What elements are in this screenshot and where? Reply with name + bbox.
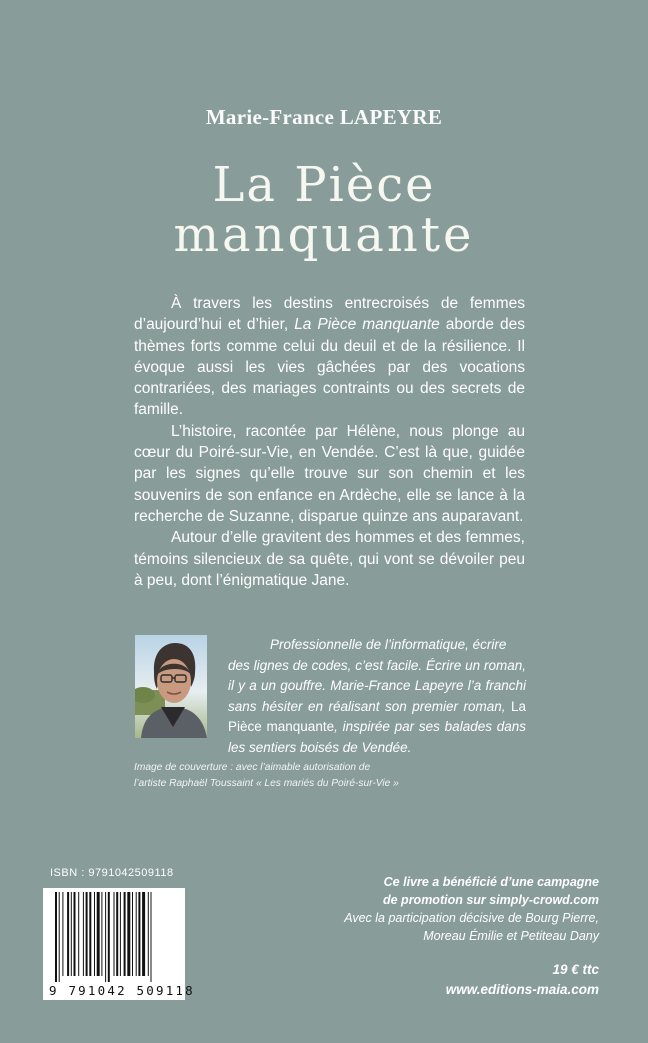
author-bio-segment: des lignes de codes, c’est facile. Écrire un roman, il y a un gouffre. Marie-France Lapeyre l’a franchi sans hésiter en réalisant son premier roman,: [228, 657, 526, 714]
book-title-line-1: La Pièce: [212, 157, 436, 213]
barcode-bars: [43, 888, 185, 983]
barcode-bar: [132, 892, 133, 976]
barcode-bar: [138, 892, 140, 976]
book-title-line-2: manquante: [173, 207, 475, 263]
barcode-bar: [67, 892, 69, 976]
barcode-bar: [55, 892, 57, 982]
barcode-bar: [86, 892, 88, 976]
barcode-bar: [105, 892, 106, 982]
publisher-website: www.editions-maia.com: [445, 982, 599, 997]
price: 19 € ttc: [552, 962, 599, 977]
synopsis-text: aborde des thèmes forts comme celui du deuil et de la résilience. Il évoque aussi les vies gâchées par des vocations contrariées, des mariages contraints ou des secrets de famille.: [134, 316, 526, 419]
credit-line: l’artiste Raphaël Toussaint « Les mariés du Poiré-sur-Vie »: [134, 778, 399, 789]
barcode-bar: [71, 892, 72, 976]
synopsis: [134, 293, 525, 591]
barcode-bar: [116, 892, 118, 976]
barcode-bar: [108, 892, 110, 982]
barcode-bar: [120, 892, 121, 976]
barcode-bar: [83, 892, 84, 976]
barcode-bar: [114, 892, 115, 976]
barcode-bar: [101, 892, 102, 976]
book-title: [0, 157, 648, 263]
participation-line: Avec la participation décisive de Bourg Pierre,: [344, 911, 599, 925]
author-bio-text: [228, 656, 526, 759]
cover-image-credit: [134, 760, 464, 792]
barcode-bar: [59, 892, 60, 982]
barcode-bar: [94, 892, 95, 976]
barcode-bar: [78, 892, 79, 976]
author-name: Marie-France LAPEYRE: [205, 105, 443, 129]
author-bio-segment: , inspirée par ses balades dans les sentiers boisés de Vendée.: [228, 719, 526, 755]
promotion-line: de promotion sur simply-crowd.com: [383, 893, 599, 907]
barcode-bar: [124, 892, 126, 976]
barcode-bar: [127, 892, 130, 976]
synopsis-paragraph: [134, 293, 525, 421]
barcode-bar: [97, 892, 100, 976]
barcode-bar: [136, 892, 137, 976]
barcode: [43, 888, 195, 1000]
credit-line: Image de couverture : avec l’aimable autorisation de: [134, 762, 371, 773]
promotion-note: [279, 873, 599, 945]
author-bio-first-line: Professionnelle de l’informatique, écrire: [270, 637, 507, 652]
barcode-bar: [62, 892, 63, 976]
barcode-bar: [148, 892, 149, 976]
author-bio-book-title: La Pièce manquante: [228, 698, 526, 735]
barcode-bar: [74, 892, 76, 976]
barcode-bar: [89, 892, 91, 976]
author-photo: [135, 635, 207, 738]
participation-line: Moreau Émilie et Petiteau Dany: [423, 929, 599, 943]
author-bio: [228, 635, 526, 759]
barcode-number: 9 791042 509118: [49, 983, 195, 998]
synopsis-paragraph: Autour d’elle gravitent des hommes et des femmes, témoins silencieux de sa quête, qui vont se dévoiler peu à peu, dont l’énigmatique Jane.: [134, 529, 525, 589]
promotion-line: Ce livre a bénéficié d’une campagne: [383, 875, 599, 889]
barcode-bar: [151, 892, 152, 982]
synopsis-title-italic: La Pièce manquante: [294, 316, 440, 334]
barcode-bar: [142, 892, 145, 976]
isbn: ISBN : 9791042509118: [50, 867, 174, 879]
synopsis-text: À travers les destins entrecroisés de femmes d’aujourd’hui et d’hier,: [134, 295, 525, 334]
synopsis-paragraph: L’histoire, racontée par Hélène, nous plonge au cœur du Poiré-sur-Vie, en Vendée. C’est là que, guidée par les signes qu’elle trouve sur son chemin et les souvenirs de son enfance en Ardèche, elle se lance à la recherche de Suzanne, disparue quinze ans auparavant.: [134, 422, 525, 525]
